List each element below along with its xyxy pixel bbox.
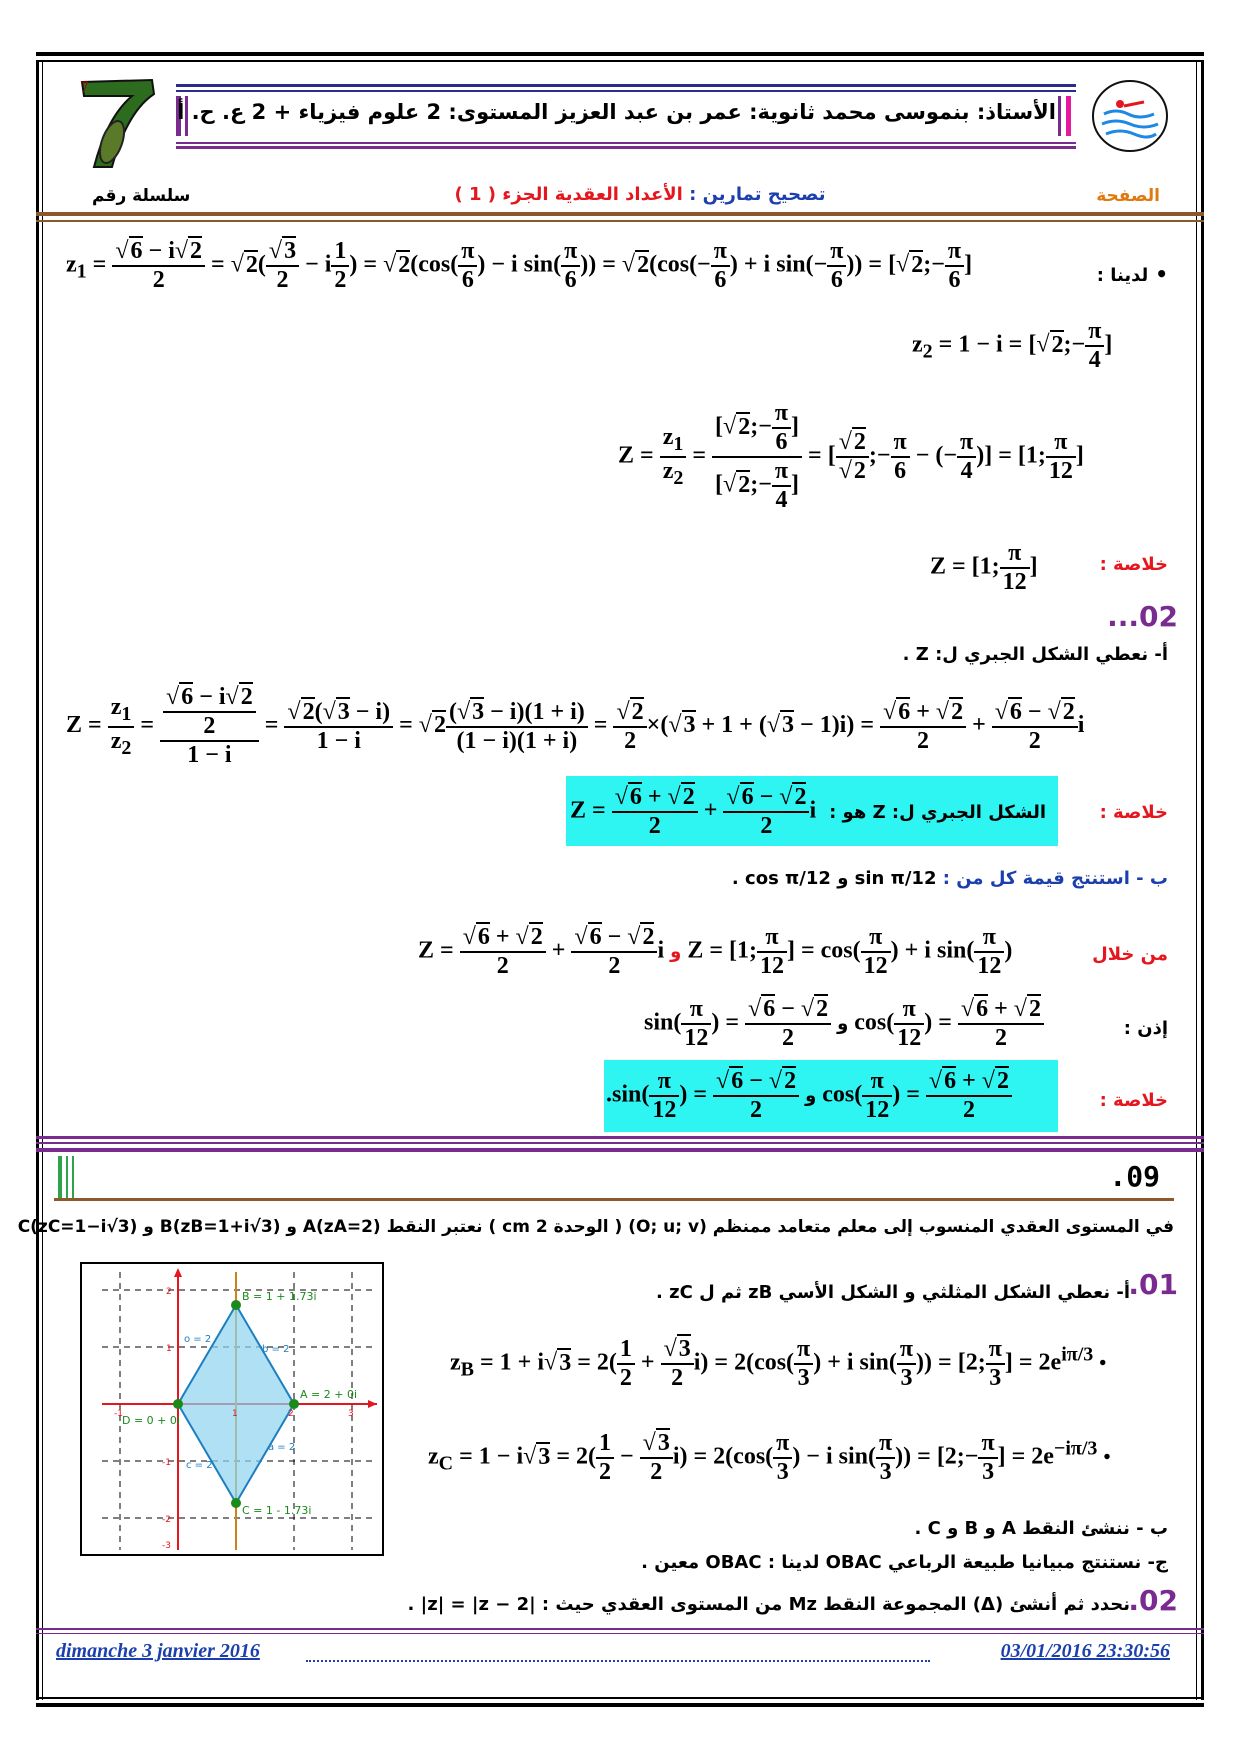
label-D: D = 0 + 0i xyxy=(122,1414,180,1427)
logo-digit: 7 xyxy=(80,80,89,96)
tick-x-m1: -1 xyxy=(114,1409,123,1419)
header-rule-brown-2 xyxy=(36,220,1204,222)
frame-bottom-thick xyxy=(36,1703,1204,1707)
ex9-q1: أ- نعطي الشكل المثلثي و الشكل الأسي zB ثم ل zC . xyxy=(656,1282,1130,1303)
ex9-q1-number: .01 xyxy=(1128,1268,1178,1301)
frame-left-inner xyxy=(42,60,43,1700)
eq-z1: $z_1$ = $\frac{√6 - i√2}{2}$ = √2( $\frac{√3}{2}$ − i $\frac{1}{2}$ ) = √2(cos( $\frac{\pi}{6}$ ) − i sin( $\frac{\pi}{6}$ )) = √2(cos(− $\frac{\pi}{6}$ ) + i sin(− $\frac{\pi}{6}$ )) = [√2;− $\frac{\pi}{6}$ ] xyxy=(66,238,973,293)
label-A: A = 2 + 0i xyxy=(300,1388,357,1401)
from-label: من خلال xyxy=(1092,944,1168,965)
page-title: تصحيح تمارين : الأعداد العقدية الجزء ( 1 ) xyxy=(454,184,826,205)
intro-label: • لدينا : xyxy=(1096,262,1168,286)
q2a: أ- نعطي الشكل الجبري ل: Z . xyxy=(902,644,1168,665)
label-C: C = 1 - 1.73i xyxy=(242,1504,312,1517)
conclusion-label-2: خلاصة : xyxy=(1099,802,1168,823)
ex9-q2: نحدد ثم أنشئ (Δ) المجموعة النقط Mz من المستوى العقدي حيث : |z| = |z − 2| . xyxy=(407,1594,1130,1615)
frame-top-thick xyxy=(36,52,1204,56)
conclusion-label-3: خلاصة : xyxy=(1099,1090,1168,1111)
tick-y-1: 1 xyxy=(166,1344,172,1354)
eq-from-two-forms: Z = $\frac{√6 + √2}{2}$ + $\frac{√6 - √2}{2}$ i و Z = [1; $\frac{\pi}{12}$ ] = cos( $\frac{\pi}{12}$ ) + i sin( $\frac{\pi}{12}$ ) xyxy=(418,924,1013,979)
eq-Z-conclusion: Z = [1; $\frac{\pi}{12}$ ] xyxy=(930,540,1038,595)
eq-Z-algebraic: Z = $\frac{z_1}{z_2}$ = $\frac{\frac{√6 - i√2}{2}}{1 - i}$ = $\frac{√2(√3 - i)}{1 - i}$ = √2 $\frac{(√3 - i)(1 + i)}{(1 - i)(1 + i)}$ = $\frac{√2}{2}$ ×(√3 + 1 + (√3 − 1)i) = $\frac{√6 + √2}{2}$ + $\frac{√6 - √2}{2}$ i xyxy=(66,684,1085,768)
frame-right xyxy=(1201,60,1204,1700)
ex9-number: .09 xyxy=(1109,1160,1160,1193)
ex9-header xyxy=(54,1156,1174,1198)
footer-date-left: dimanche 3 janvier 2016 xyxy=(56,1640,260,1662)
header-rule-brown xyxy=(36,212,1204,216)
ex9-rule-2 xyxy=(36,1142,1204,1144)
ex9-rule-3 xyxy=(36,1148,1204,1152)
eq-Z-algebraic-conclusion: Z = $\frac{√6 + √2}{2}$ + $\frac{√6 - √2}{2}$ i xyxy=(570,784,817,839)
footer-date-right: 03/01/2016 23:30:56 xyxy=(1000,1640,1170,1662)
frame-right-inner xyxy=(1196,60,1197,1700)
tick-y-m3: -3 xyxy=(162,1541,171,1551)
ex9-statement: في المستوى العقدي المنسوب إلى معلم متعامد ممنظم (O; u; v) ( الوحدة 2 cm ) نعتبر النقط A(zA=2) و B(zB=1+i√3) و C(zC=1−i√3) xyxy=(17,1217,1174,1237)
footer-rule-1 xyxy=(36,1628,1204,1630)
label-c: c = 2 xyxy=(186,1460,213,1471)
footer-dotted xyxy=(306,1660,930,1662)
tick-x-3: 3 xyxy=(348,1409,354,1419)
eq-then: sin( $\frac{\pi}{12}$ ) = $\frac{√6 - √2}{2}$ و cos( $\frac{\pi}{12}$ ) = $\frac{√6 + √2}{2}$ xyxy=(644,996,1044,1052)
label-b: b = 2 xyxy=(262,1344,290,1355)
label-o: o = 2 xyxy=(184,1334,212,1345)
point-B xyxy=(231,1300,241,1310)
q2b: ب - استنتج قيمة كل من : sin π/12 و cos π/12 . xyxy=(731,868,1168,889)
footer-rule-2 xyxy=(36,1633,1204,1634)
ex9-q1c: ج- نستنتج مبيانيا طبيعة الرباعي OBAC لدينا : OBAC معين . xyxy=(641,1552,1168,1573)
eq-zB: $z_B = 1 + i√3 = 2$( $\frac{1}{2}$ + $\frac{√3}{2}$ i) = 2(cos( $\frac{\pi}{3}$ ) + i sin( $\frac{\pi}{3}$ )) = [2; $\frac{\pi}{3}$ ] = $2e^{i\pi/3}$ • xyxy=(450,1336,1107,1391)
conclusion-text-2: الشكل الجبري ل: Z هو : xyxy=(829,802,1046,823)
eq-zC: $z_C = 1 - i√3 = 2$( $\frac{1}{2}$ − $\frac{√3}{2}$ i) = 2(cos( $\frac{\pi}{3}$ ) − i sin( $\frac{\pi}{3}$ )) = [2;− $\frac{\pi}{3}$ ] = $2e^{-i\pi/3}$ • xyxy=(428,1430,1111,1485)
series-label: سلسلة رقم xyxy=(92,186,191,206)
then-label: إذن : xyxy=(1123,1018,1168,1039)
eq-Z-quotient: Z = $\frac{z_1}{z_2}$ = [√2;− $\frac{\pi}{6}$ ] [√2;− $\frac{\pi}{4}$ ] = [ $\frac{√2}{√2}$ ;− $\frac{\pi}{6}$ − (− $\frac{\pi}{4}$ )] = [1; $\frac{\pi}{12}$ ] xyxy=(618,400,1084,513)
point-D xyxy=(173,1399,183,1409)
label-B: B = 1 + 1.73i xyxy=(242,1290,317,1303)
tick-x-1: 1 xyxy=(232,1409,238,1419)
header-box xyxy=(176,84,1076,142)
point-C xyxy=(231,1498,241,1508)
tick-y-2: 2 xyxy=(166,1287,172,1297)
complex-plane-graph xyxy=(80,1262,384,1556)
frame-top-thin xyxy=(36,60,1204,62)
frame-bottom-thin xyxy=(36,1697,1204,1699)
page-label: الصفحة xyxy=(1096,186,1160,206)
ex9-q2-number: .02 xyxy=(1128,1584,1178,1617)
tick-x-2: 2 xyxy=(288,1409,294,1419)
point-A xyxy=(289,1399,299,1409)
ex9-rule-1 xyxy=(36,1136,1204,1139)
ex9-q1b: ب - ننشئ النقط A و B و C . xyxy=(914,1518,1168,1539)
tick-y-m1: -1 xyxy=(162,1458,171,1468)
logo-seven xyxy=(72,72,162,172)
label-a: a = 2 xyxy=(268,1442,296,1453)
conclusion-label-1: خلاصة : xyxy=(1099,554,1168,575)
teacher-line: الأستاذ: بنموسى محمد ثانوية: عمر بن عبد العزيز المستوى: 2 علوم فيزياء + 2 ع. ح. أ xyxy=(177,100,1056,124)
frame-left xyxy=(36,60,39,1700)
swimmer-logo xyxy=(1090,78,1170,154)
eq-final-values: .sin( $\frac{\pi}{12}$ ) = $\frac{√6 - √2}{2}$ و cos( $\frac{\pi}{12}$ ) = $\frac{√6 + √2}{2}$ xyxy=(606,1068,1012,1124)
tick-y-m2: -2 xyxy=(162,1515,171,1525)
eq-z2: $z_2 = 1 - i$ = [√2;− $\frac{\pi}{4}$ ] xyxy=(912,318,1113,373)
q2-number: ...02 xyxy=(1107,600,1178,633)
